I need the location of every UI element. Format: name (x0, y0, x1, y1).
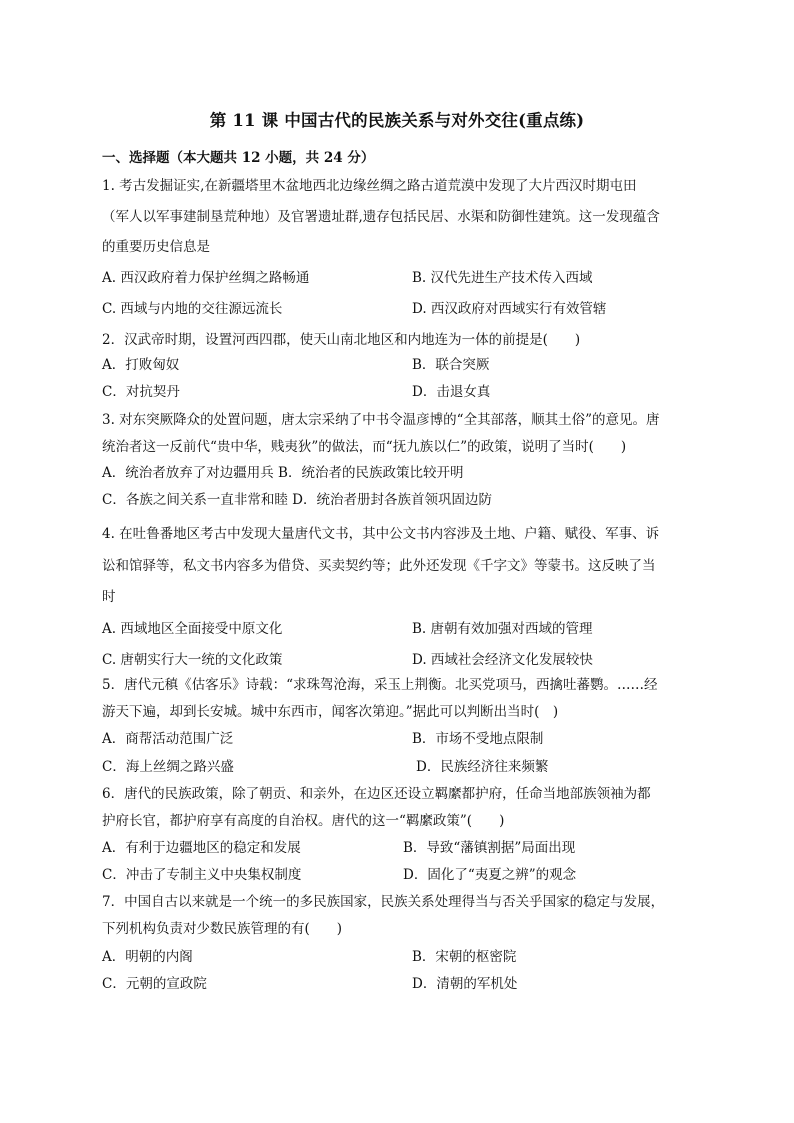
question-3-options-cd[interactable]: C．各族之间关系一直非常和睦 D．统治者册封各族首领巩固边防 (102, 492, 492, 508)
question-1-line-3: 的重要历史信息是 (102, 239, 210, 255)
question-7-line-1: 7．中国自古以来就是一个统一的多民族国家，民族关系处理得当与否关乎国家的稳定与发展， (102, 894, 665, 910)
question-7-option-b[interactable]: B．宋朝的枢密院 (412, 949, 517, 965)
question-3-line-1: 3. 对东突厥降众的处置问题，唐太宗采纳了中书令温彦博的“全其部落，顺其土俗”的意见。唐 (102, 412, 660, 428)
question-4-option-b[interactable]: B. 唐朝有效加强对西域的管理 (412, 621, 593, 637)
question-1-option-b[interactable]: B. 汉代先进生产技术传入西域 (412, 270, 593, 286)
question-2-line-1: 2．汉武帝时期，设置河西四郡，使天山南北地区和内地连为一体的前提是( ) (102, 332, 581, 348)
question-3-line-2: 统治者这一反前代“贵中华，贱夷狄”的做法，而“抚九族以仁”的政策，说明了当时( ) (102, 439, 627, 455)
question-1-option-c[interactable]: C. 西域与内地的交往源远流长 (102, 301, 283, 317)
question-6-option-b[interactable]: B．导致“藩镇割据”局面出现 (403, 840, 576, 856)
question-1-line-1: 1. 考古发掘证实,在新疆塔里木盆地西北边缘丝绸之路古道荒漠中发现了大片西汉时期屯田 (102, 178, 637, 194)
question-6-option-a[interactable]: A．有利于边疆地区的稳定和发展 (102, 840, 301, 856)
section-heading: 一、选择题（本大题共 12 小题，共 24 分） (102, 150, 375, 166)
question-4-line-3: 时 (102, 589, 116, 605)
question-7-line-2: 下列机构负责对少数民族管理的有( ) (102, 921, 343, 937)
question-2-option-a[interactable]: A．打败匈奴 (102, 357, 180, 373)
question-3-options-ab[interactable]: A．统治者放弃了对边疆用兵 B．统治者的民族政策比较开明 (102, 465, 464, 481)
question-7-option-a[interactable]: A．明朝的内阁 (102, 949, 193, 965)
question-2-option-d[interactable]: D．击退女真 (412, 384, 491, 400)
question-5-option-c[interactable]: C．海上丝绸之路兴盛 (102, 759, 234, 775)
question-6-option-c[interactable]: C．冲击了专制主义中央集权制度 (102, 867, 302, 883)
question-4-line-2: 讼和馆驿等，私文书内容多为借贷、买卖契约等；此外还发现《千字文》等蒙书。这反映了当 (102, 558, 656, 574)
question-5-option-d[interactable]: D．民族经济往来频繁 (416, 759, 549, 775)
question-5-line-1: 5．唐代元稹《估客乐》诗载：“求珠驾沧海，采玉上荆衡。北买党项马，西擒吐蕃鹦。……经 (102, 677, 658, 693)
question-6-line-2: 护府长官，都护府享有高度的自治权。唐代的这一“羁縻政策”( ) (102, 813, 505, 829)
question-6-line-1: 6．唐代的民族政策，除了朝贡、和亲外，在边区还设立羁縻都护府，任命当地部族领袖为都 (102, 786, 651, 802)
question-5-option-a[interactable]: A．商帮活动范围广泛 (102, 731, 234, 747)
page-title: 第 11 课 中国古代的民族关系与对外交往(重点练) (209, 111, 585, 130)
question-4-option-c[interactable]: C. 唐朝实行大一统的文化政策 (102, 652, 283, 668)
question-5-option-b[interactable]: B．市场不受地点限制 (412, 731, 544, 747)
question-6-option-d[interactable]: D．固化了“夷夏之辨”的观念 (403, 867, 577, 883)
question-4-option-d[interactable]: D. 西域社会经济文化发展较快 (412, 652, 593, 668)
question-2-option-c[interactable]: C．对抗契丹 (102, 384, 180, 400)
question-7-option-d[interactable]: D．清朝的军机处 (412, 976, 518, 992)
question-4-line-1: 4. 在吐鲁番地区考古中发现大量唐代文书，其中公文书内容涉及土地、户籍、赋役、军事、诉 (102, 526, 660, 542)
question-2-option-b[interactable]: B．联合突厥 (412, 357, 490, 373)
question-1-option-d[interactable]: D. 西汉政府对西域实行有效管辖 (412, 301, 607, 317)
question-7-option-c[interactable]: C．元朝的宣政院 (102, 976, 207, 992)
question-4-option-a[interactable]: A. 西域地区全面接受中原文化 (102, 621, 283, 637)
question-1-option-a[interactable]: A. 西汉政府着力保护丝绸之路畅通 (102, 270, 310, 286)
question-1-line-2: （军人以军事建制垦荒种地）及官署遗址群,遗存包括民居、水渠和防御性建筑。这一发现蕴含 (102, 209, 660, 225)
question-5-line-2: 游天下遍，却到长安城。城中东西市，闻客次第迎。”据此可以判断出当时( ) (102, 704, 559, 720)
